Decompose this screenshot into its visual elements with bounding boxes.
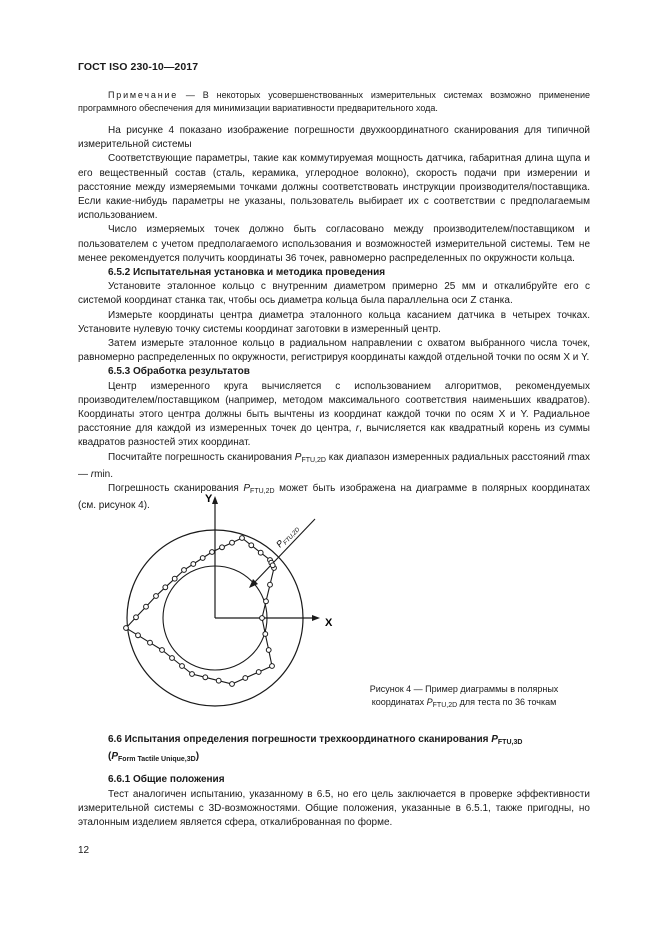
measured-points	[124, 536, 277, 687]
measured-point	[264, 599, 269, 604]
main-text-block	[78, 89, 590, 513]
document-header: ГОСТ ISO 230-10—2017	[78, 61, 199, 73]
measured-point	[270, 563, 275, 568]
section-heading-6-6-1: 6.6.1 Общие положения	[108, 774, 225, 786]
paragraph-6-5-2-1: Установите эталонное кольцо с внутренним диаметром примерно 25 мм и откалибруйте его с системой координат станка так, чтобы ось диаметра кольца была параллельна оси Z станка.	[78, 281, 590, 307]
measured-point	[190, 672, 195, 677]
measured-point	[170, 656, 175, 661]
y-axis-label: Y	[205, 493, 213, 505]
measured-point	[134, 615, 139, 620]
measured-point	[154, 594, 159, 599]
paragraph-6-5-3-1: Центр измеренного круга вычисляется с использованием алгоритмов, рекомендуемых производителем/поставщиком (например, методом максимального соответствия наименьших квадратов). Координаты этого центра должны быть вычтены из координат каждой точки по осям X и Y. Радиальное расстояние для каждой из измеренных точек до центра, r, вычисляется как квадратный корень из суммы квадратов разностей этих координат.	[78, 380, 590, 449]
note-text: В некоторых усовершенствованных измерительных системах возможно применение программного обеспечения для минимизации вариативности предварительного хода.	[78, 90, 590, 113]
measured-point	[124, 626, 129, 631]
diagonal-label: $P_{FTU,2D}$	[274, 526, 302, 550]
measured-point	[160, 648, 165, 653]
measured-point	[220, 545, 225, 550]
measured-point	[266, 648, 271, 653]
note-label: Примечание	[108, 90, 179, 100]
paragraph-parameters: Соответствующие параметры, такие как коммутируемая мощность датчика, габаритная длина щупа и его вещественный состав (сталь, керамика, углеродное волокно), скорость подачи при измерении и расстояние между измеряемыми точками должны соответствовать инструкции производителя/поставщика. Если какие-нибудь параметры не указаны, пользователь выбирает их с соответствии с предполагаемым использованием.	[78, 153, 590, 222]
paragraph-6-6-1: Тест аналогичен испытанию, указанному в 6.5, но его цель заключается в проверке эффективности измерительной системы с 3D-возможностями. Общие положения, указанные в 6.5.1, также пригодны, но эталонным изделием является сфера, откалиброванная по форме.	[78, 788, 590, 829]
paragraph-points-count: Число измеряемых точек должно быть согласовано между производителем/поставщиком и пользователем с учетом предполагаемого использования и возможностей измерительной системы. Тем не менее рекомендуется получить координаты 36 точек, равномерно распределенных по окружности кольца.	[78, 224, 590, 264]
measured-point	[163, 585, 168, 590]
measured-point	[210, 550, 215, 555]
paragraph-6-5-3-2: Посчитайте погрешность сканирования $P_{FTU,2D}$ как диапазон измеренных радиальных расстояний rmax — rmin.	[78, 451, 590, 480]
measured-point	[263, 632, 268, 637]
y-axis-arrow	[212, 496, 218, 504]
section-heading-6-5-3: 6.5.3 Обработка результатов	[108, 366, 250, 378]
measured-point	[200, 556, 205, 561]
measured-point	[270, 664, 275, 669]
paragraph-6-5-2-3: Затем измерьте эталонное кольцо в радиальном направлении с охватом выбранного числа точек, равномерно распределенных по окружности, регистрируя координаты каждой отдельной точки по осям X и Y.	[78, 338, 590, 364]
section-6-6-block	[78, 733, 590, 830]
section-heading-6-5-2: 6.5.2 Испытательная установка и методика проведения	[108, 267, 386, 279]
measured-point	[136, 633, 141, 638]
measured-point	[144, 604, 149, 609]
page-number: 12	[78, 845, 90, 856]
x-axis-arrow	[312, 615, 320, 621]
section-heading-6-6: 6.6 Испытания определения погрешности трехкоординатного сканирования $P_{FTU,3D}$ $(P_{Form Tactile Unique,3D})$	[108, 734, 523, 764]
paragraph-6-5-3-3: Погрешность сканирования $P_{FTU,2D}$ может быть изображена на диаграмме в полярных координатах (см. рисунок 4).	[78, 483, 590, 512]
measured-point	[216, 678, 221, 683]
measured-point	[258, 550, 263, 555]
measured-point	[249, 543, 254, 548]
measured-point	[230, 682, 235, 687]
polar-diagram	[112, 488, 333, 688]
measured-point	[182, 568, 187, 573]
measured-point	[240, 536, 245, 541]
paragraph-6-5-2-2: Измерьте координаты центра диаметра эталонного кольца касанием датчика в четырех точках. Установите нулевую точку системы координат заготовки в измеренный центр.	[78, 309, 590, 335]
measured-point	[203, 675, 208, 680]
measured-point	[180, 664, 185, 669]
measured-point	[172, 576, 177, 581]
measured-point	[256, 670, 261, 675]
note-paragraph: Примечание — В некоторых усовершенствованных измерительных системах возможно применение программного обеспечения для минимизации вариативности предварительного хода.	[78, 90, 590, 113]
paragraph-figure-intro: На рисунке 4 показано изображение погрешности двухкоординатного сканирования для типичной измерительной системы	[78, 125, 590, 151]
measured-point	[260, 616, 265, 621]
x-axis-label: X	[325, 617, 333, 629]
figure-caption: Рисунок 4 — Пример диаграммы в полярных координатах $P_{FTU,2D}$ для теста по 36 точкам	[369, 684, 559, 709]
measured-point	[148, 640, 153, 645]
measured-point	[243, 676, 248, 681]
measured-point	[230, 540, 235, 545]
measured-point	[191, 562, 196, 567]
measured-point	[268, 582, 273, 587]
